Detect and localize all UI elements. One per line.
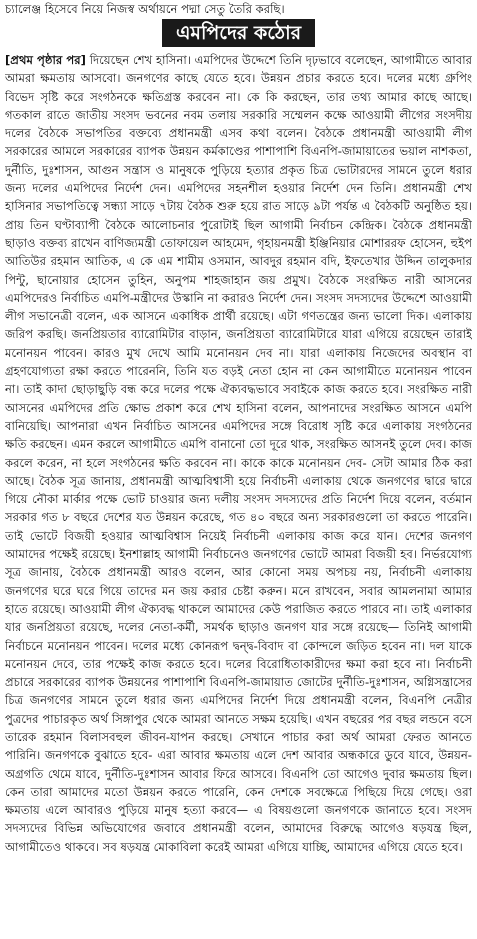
previous-story-tail: চ্যালেঞ্জ হিসেবে নিয়ে নিজস্ব অর্থায়নে পদ্মা সেতু তৈরি করছি। [5, 2, 285, 16]
article-paragraph [5, 51, 472, 856]
article-body [5, 51, 472, 936]
jump-reference: [প্রথম পৃষ্ঠার পর] [5, 53, 86, 67]
headline: এমপিদের কঠোর [162, 19, 315, 47]
headline-container [5, 19, 472, 49]
article-text: দিয়েছেন শেখ হাসিনা। এমপিদের উদ্দেশে তিনি দৃঢ়ভাবে বলেছেন, আগামীতে আবার আমরা ক্ষমতায় আসবো। জনগণের কাছে যেতে হবে। উন্নয়ন প্রচার করতে হবে। দলের মধ্যে গ্রুপিং বিভেদ সৃষ্টি করে সংগঠনকে ক্ষতিগ্রস্ত করবেন না। কে কি করছেন, তার তথ্য আমার কাছে আছে। গতকাল রাতে জাতীয় সংসদ ভবনের নবম তলায় সরকারি সম্মেলন কক্ষে আওয়ামী লীগের সংসদীয় দলের বৈঠকে সভাপতির বক্তব্যে প্রধানমন্ত্রী এসব কথা বলেন। বৈঠকে প্রধানমন্ত্রী আওয়ামী লীগ সরকারের আমলে সরকারের ব্যাপক উন্নয়ন কর্মকাণ্ডের পাশাপাশি বিএনপি-জামায়াতের ভয়াল নাশকতা, দুর্নীতি, দুঃশাসন, আগুন সন্ত্রাস ও মানুষকে পুড়িয়ে হত্যার প্রকৃত চিত্র ভোটারদের সামনে তুলে ধরার জন্য দলের এমপিদের নির্দেশ দেন। এমপিদের সহনশীল হওয়ার নির্দেশ দেন তিনি। প্রধানমন্ত্রী শেখ হাসিনার সভাপতিত্বে সন্ধ্যা সাড়ে ৭টায় বৈঠক শুরু হয়ে রাত সাড়ে ৯টা পর্যন্ত এ বৈঠকটি অনুষ্ঠিত হয়। প্রায় তিন ঘণ্টাব্যাপী বৈঠকে আলোচনার পুরোটাই ছিল আগামী নির্বাচন কেন্দ্রিক। বৈঠকে প্রধানমন্ত্রী ছাড়াও বক্তব্য রাখেন বাণিজ্যমন্ত্রী তোফায়েল আহমেদ, গৃহায়নমন্ত্রী ইঞ্জিনিয়ার মোশাররফ হোসেন, হুইপ আতিউর রহমান আতিক, এ কে এম শামীম ওসমান, আবদুর রহমান বদি, ইফতেখার উদ্দিন তালুকদার পিন্টু, ছানোয়ার হোসেন তুহিন, অনুপম শাহজাহান জয় প্রমুখ। বৈঠকে সংরক্ষিত নারী আসনের এমপিদেরও নির্বাচিত এমপি-মন্ত্রীদের উস্কানি না করারও নির্দেশ দেন। সংসদ সদস্যদের উদ্দেশে আওয়ামী লীগ সভানেত্রী বলেন, এক আসনে একাধিক প্রার্থী রয়েছে। এটা গণতন্ত্রের জন্য ভালো দিক। এলাকায় জরিপ করছি। জনপ্রিয়তার ব্যারোমিটার বাড়ান, জনপ্রিয়তা ব্যারোমিটারে যারা এগিয়ে রয়েছেন তারাই মনোনয়ন পাবেন। কারও মুখ দেখে আমি মনোনয়ন দেব না। যারা এলাকায় নিজেদের অবস্থান বা গ্রহণযোগ্যতা রক্ষা করতে পারেননি, তিনি যত বড়ই নেতা হোন না কেন আগামীতে মনোনয়ন পাবেন না। তাই কাদা ছোড়াছুড়ি বন্ধ করে দলের পক্ষে ঐক্যবদ্ধভাবে সবাইকে কাজ করতে হবে। সংরক্ষিত নারী আসনের এমপিদের প্রতি ক্ষোভ প্রকাশ করে শেখ হাসিনা বলেন, আপনাদের সংরক্ষিত আসনে এমপি বানিয়েছি। আপনারা এখন নির্বাচিত আসনের এমপিদের সঙ্গে বিরোধ সৃষ্টি করে এলাকায় সংগঠনের ক্ষতি করছেন। এমন করলে আগামীতে এমপি বানানো তো দূরে থাক, সংরক্ষিত আসনই তুলে দেব। কাজ করলে করেন, না হলে সংগঠনের ক্ষতি করবেন না। কাকে কাকে মনোনয়ন দেব- সেটা আমার ঠিক করা আছে। বৈঠক সূত্র জানায়, প্রধানমন্ত্রী আত্মবিশ্বাসী হয়ে নির্বাচনী এলাকায় থেকে জনগণের দ্বারে দ্বারে গিয়ে নৌকা মার্কার পক্ষে ভোট চাওয়ার জন্য দলীয় সংসদ সদস্যদের প্রতি নির্দেশ দিয়ে বলেন, বর্তমান সরকার গত ৮ বছরে দেশের যত উন্নয়ন করেছে, গত ৪০ বছরে অন্য সরকারগুলো তা করতে পারেনি। তাই ভোটে বিজয়ী হওয়ার আত্মবিশ্বাস নিয়েই নির্বাচনী এলাকায় কাজ করে যান। দেশের জনগণ আমাদের পক্ষেই রয়েছে। ইনশাল্লাহ আগামী নির্বাচনেও জনগণের ভোটে আমরা বিজয়ী হব। নির্ভরযোগ্য সূত্র জানায়, বৈঠকে প্রধানমন্ত্রী আরও বলেন, আর কোনো সময় অপচয় নয়, নির্বাচনী এলাকায় জনগণের ঘরে ঘরে গিয়ে তাদের মন জয় করার চেষ্টা করুন। মনে রাখবেন, সবার আমলনামা আমার হাতে রয়েছে। আওয়ামী লীগ ঐক্যবদ্ধ থাকলে আমাদের কেউ পরাজিত করতে পারবে না। তাই এলাকার যার জনপ্রিয়তা রয়েছে, দলের নেতা-কর্মী, সমর্থক ছাড়াও জনগণ যার সঙ্গে রয়েছে— তিনিই আগামী নির্বাচনে মনোনয়ন পাবেন। দলের মধ্যে কোনরূপ দ্বন্দ্ব-বিবাদ বা কোন্দলে জড়িত হবেন না। দল যাকে মনোনয়ন দেবে, তার পক্ষেই কাজ করতে হবে। দলের বিরোধিতাকারীদের ক্ষমা করা হবে না। নির্বাচনী প্রচারে সরকারের ব্যাপক উন্নয়নের পাশাপাশি বিএনপি-জামায়াত জোটের দুর্নীতি-দুঃশাসন, অগ্নিসন্ত্রাসের চিত্র জনগণের সামনে তুলে ধরার জন্য এমপিদের নির্দেশ দিয়ে প্রধানমন্ত্রী বলেন, বিএনপি নেত্রীর পুত্রদের পাচারকৃত অর্থ সিঙ্গাপুর থেকে আমরা আনতে সক্ষম হয়েছি। এখন বছরের পর বছর লন্ডনে বসে তারেক রহমান বিলাসবহুল জীবন-যাপন করছে। সেখানে পাচার করা অর্থ আমরা ফেরত আনতে পারিনি। জনগণকে বুঝাতে হবে- এরা আবার ক্ষমতায় এলে দেশ আবার অন্ধকারে ডুবে যাবে, উন্নয়ন-অগ্রগতি থেমে যাবে, দুর্নীতি-দুঃশাসন আবার ফিরে আসবে। বিএনপি তো আগেও দুবার ক্ষমতায় ছিল। কেন তারা আমাদের মতো উন্নয়ন করতে পারেনি, কেন দেশকে সবক্ষেত্রে পিছিয়ে দিয়ে গেছে। ওরা ক্ষমতায় এলে আবারও পুড়িয়ে মানুষ হত্যা করবে— এ বিষয়গুলো জনগণকে জানাতে হবে। সংসদ সদস্যদের বিভিন্ন অভিযোগের জবাবে প্রধানমন্ত্রী বলেন, আমাদের বিরুদ্ধে আগেও ষড়যন্ত্র ছিল, আগামীতেও থাকবে। সব ষড়যন্ত্র মোকাবিলা করেই আমরা এগিয়ে যাচ্ছি, আমাদের এগিয়ে যেতে হবে। [5, 53, 472, 854]
